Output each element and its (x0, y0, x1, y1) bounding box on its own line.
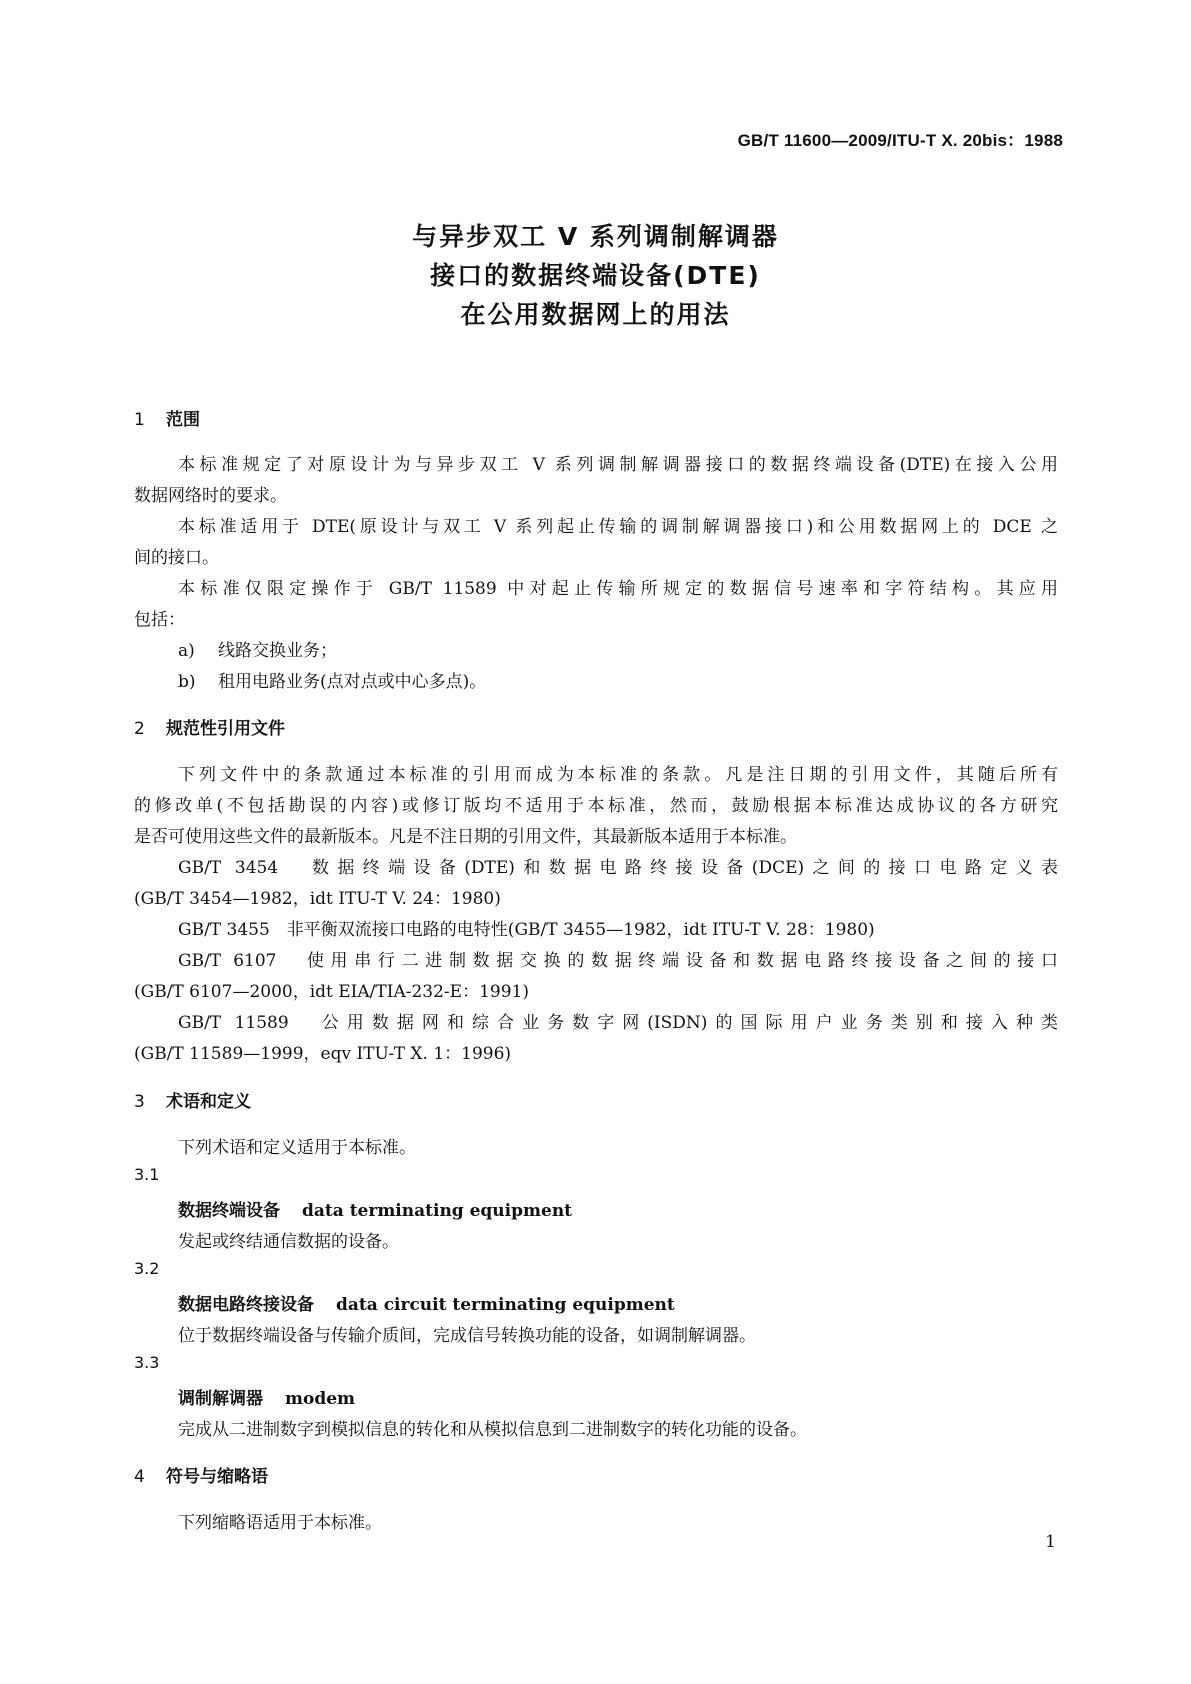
term-chinese: 调制解调器 (178, 1389, 263, 1409)
term-heading (178, 1384, 355, 1409)
s1-paragraph-1-line-1: 本标准规定了对原设计为与异步双工 V 系列调制解调器接口的数据终端设备(DTE)在接入公用 (178, 455, 1058, 475)
s2-paragraph-line-2: 的修改单(不包括勘误的内容)或修订版均不适用于本标准，然而，鼓励根据本标准达成协议的各方研究 (134, 796, 1058, 816)
page-number: 1 (1045, 1532, 1056, 1552)
section-title: 规范性引用文件 (166, 719, 285, 739)
reference-4-line-2: (GB/T 11589—1999，eqv ITU-T X. 1：1996) (134, 1044, 512, 1064)
s2-paragraph-line-3: 是否可使用这些文件的最新版本。凡是不注日期的引用文件，其最新版本适用于本标准。 (134, 827, 797, 847)
list-item-text: 租用电路业务(点对点或中心多点)。 (218, 672, 487, 692)
s4-intro: 下列缩略语适用于本标准。 (178, 1513, 382, 1533)
term-number: 3.1 (134, 1165, 160, 1184)
section-4-heading (134, 1462, 268, 1487)
reference-4-line-1: GB/T 11589 公用数据网和综合业务数字网(ISDN)的国际用户业务类别和接入种类 (178, 1013, 1058, 1033)
term-definition: 发起或终结通信数据的设备。 (178, 1232, 399, 1252)
term-english: data terminating equipment (302, 1201, 573, 1221)
term-heading (178, 1196, 572, 1221)
s1-paragraph-1-line-2: 数据网络时的要求。 (134, 486, 287, 506)
reference-2-line-1: GB/T 3455 非平衡双流接口电路的电特性(GB/T 3455—1982，idt ITU-T V. 28：1980) (178, 920, 875, 940)
reference-1-line-2: (GB/T 3454—1982，idt ITU-T V. 24：1980) (134, 889, 501, 909)
s2-paragraph-line-1: 下列文件中的条款通过本标准的引用而成为本标准的条款。凡是注日期的引用文件，其随后所有 (178, 765, 1058, 785)
term-english: data circuit terminating equipment (336, 1295, 675, 1315)
list-marker: b) (178, 672, 196, 692)
section-number: 2 (134, 719, 145, 739)
list-item (178, 667, 486, 692)
section-1-heading (134, 405, 200, 430)
term-chinese: 数据终端设备 (178, 1201, 280, 1221)
s1-paragraph-3-line-1: 本标准仅限定操作于 GB/T 11589 中对起止传输所规定的数据信号速率和字符结构。其应用 (178, 579, 1058, 599)
term-english: modem (285, 1389, 356, 1409)
reference-1-line-1: GB/T 3454 数据终端设备(DTE)和数据电路终接设备(DCE)之间的接口电路定义表 (178, 858, 1058, 878)
section-title: 范围 (166, 410, 200, 430)
section-number: 4 (134, 1467, 145, 1487)
term-number: 3.2 (134, 1259, 160, 1278)
section-title: 符号与缩略语 (166, 1467, 268, 1487)
term-number: 3.3 (134, 1353, 160, 1372)
term-chinese: 数据电路终接设备 (178, 1295, 314, 1315)
section-title: 术语和定义 (166, 1092, 251, 1112)
reference-3-line-2: (GB/T 6107—2000，idt EIA/TIA-232-E：1991) (134, 982, 529, 1002)
s3-intro: 下列术语和定义适用于本标准。 (178, 1138, 416, 1158)
section-3-heading (134, 1087, 251, 1112)
list-marker: a) (178, 641, 195, 661)
s1-paragraph-2-line-1: 本标准适用于 DTE(原设计与双工 V 系列起止传输的调制解调器接口)和公用数据网上的 DCE 之 (178, 517, 1058, 537)
reference-3-line-1: GB/T 6107 使用串行二进制数据交换的数据终端设备和数据电路终接设备之间的接口 (178, 951, 1058, 971)
document-code: GB/T 11600—2009/ITU-T X. 20bis：1988 (737, 131, 1063, 150)
section-number: 3 (134, 1092, 145, 1112)
s1-paragraph-3-line-2: 包括： (134, 610, 185, 630)
term-definition: 位于数据终端设备与传输介质间，完成信号转换功能的设备，如调制解调器。 (178, 1326, 756, 1346)
list-item (178, 636, 337, 661)
term-definition: 完成从二进制数字到模拟信息的转化和从模拟信息到二进制数字的转化功能的设备。 (178, 1420, 807, 1440)
s1-paragraph-2-line-2: 间的接口。 (134, 548, 219, 568)
section-2-heading (134, 714, 285, 739)
title-line-3: 在公用数据网上的用法 (460, 300, 731, 329)
title-line-2: 接口的数据终端设备(DTE) (430, 261, 761, 290)
title-line-1: 与异步双工 V 系列调制解调器 (412, 222, 779, 251)
list-item-text: 线路交换业务； (218, 641, 337, 661)
section-number: 1 (134, 410, 145, 430)
term-heading (178, 1290, 675, 1315)
